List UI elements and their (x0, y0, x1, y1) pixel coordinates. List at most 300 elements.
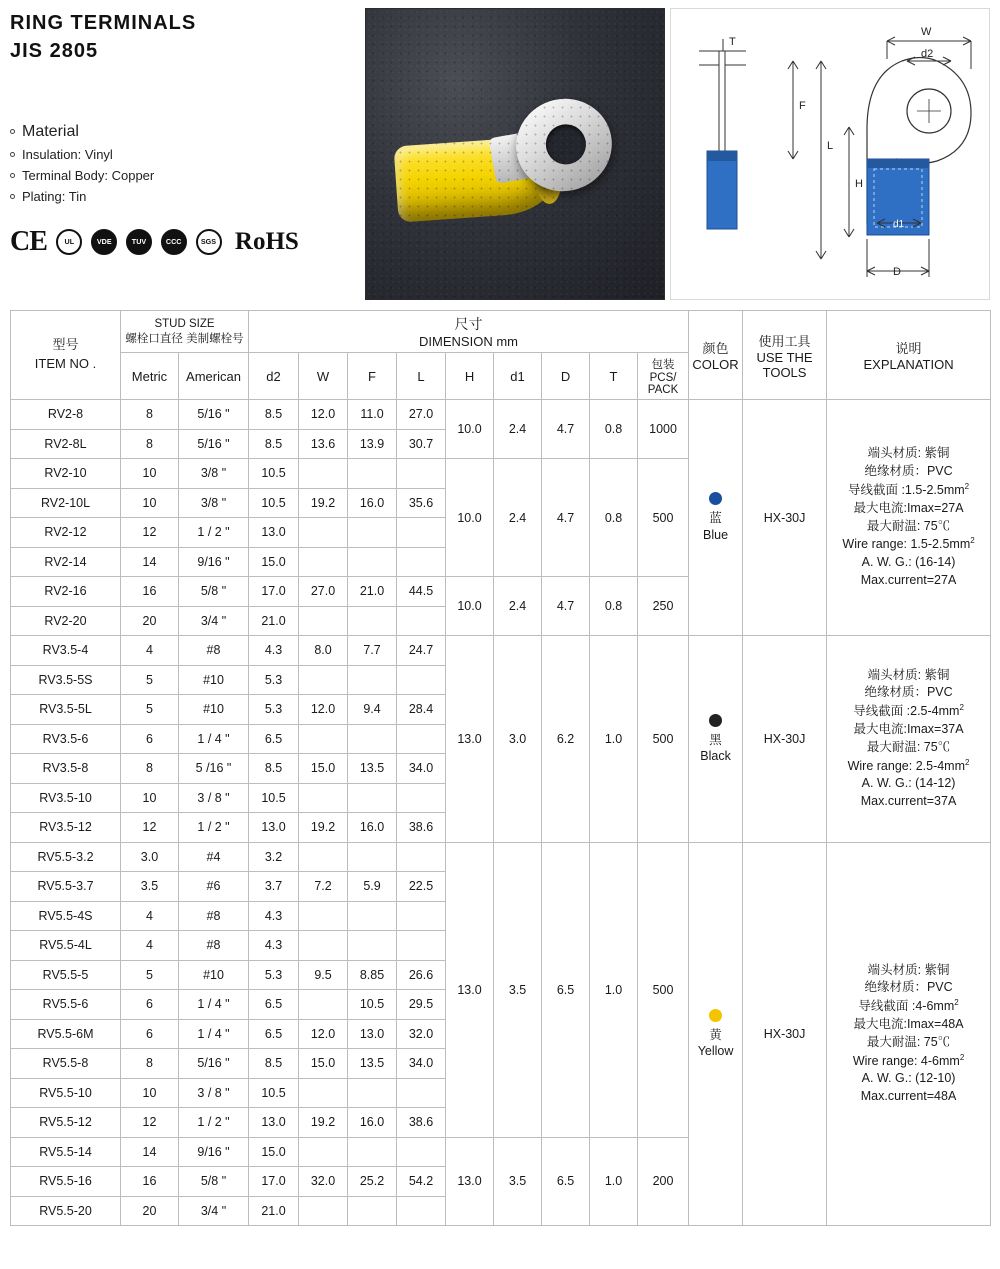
cell-d2: 10.5 (249, 1078, 299, 1108)
cell-d2: 6.5 (249, 724, 299, 754)
table-header-row-1 (11, 311, 991, 353)
cell-item-no: RV5.5-10 (11, 1078, 121, 1108)
cell-l: 32.0 (397, 1019, 446, 1049)
sgs-mark-label: SGS (201, 237, 217, 246)
cell-d2: 13.0 (249, 518, 299, 548)
cell-f: 16.0 (348, 1108, 397, 1138)
cell-american: 5/16 " (179, 429, 249, 459)
cell-w: 13.6 (299, 429, 348, 459)
material-heading: Material (22, 123, 79, 140)
cell-f (348, 842, 397, 872)
cell-d2: 15.0 (249, 1137, 299, 1167)
cell-metric: 4 (121, 636, 179, 666)
cell-metric: 12 (121, 518, 179, 548)
header-col-d2: d2 (249, 353, 299, 400)
cell-american: 3/8 " (179, 488, 249, 518)
cell-w (299, 842, 348, 872)
cell-color (689, 636, 743, 843)
cell-d2: 15.0 (249, 547, 299, 577)
cell-item-no: RV5.5-6M (11, 1019, 121, 1049)
cell-american: 1 / 4 " (179, 1019, 249, 1049)
explanation-line: A. W. G.: (12-10) (861, 1071, 956, 1086)
cell-f: 16.0 (348, 813, 397, 843)
cell-f: 5.9 (348, 872, 397, 902)
explanation-line: 绝缘材质：PVC (864, 685, 953, 700)
cell-item-no: RV5.5-14 (11, 1137, 121, 1167)
cell-w (299, 518, 348, 548)
cell-w: 32.0 (299, 1167, 348, 1197)
header-pack (638, 353, 689, 400)
cell-american: 5/8 " (179, 1167, 249, 1197)
cell-f (348, 518, 397, 548)
material-item (10, 189, 360, 204)
ccc-mark-label: CCC (166, 237, 182, 246)
explanation-line: 导线截面 $:2.5-4mm^2$ (853, 703, 964, 719)
cell-american: #8 (179, 931, 249, 961)
material-item-label: Terminal Body: Copper (22, 168, 155, 183)
ccc-mark-icon (161, 229, 187, 255)
cell-d1: 3.5 (494, 1137, 542, 1226)
explanation-line: 端头材质: 紫铜 (867, 446, 950, 461)
explanation-line: 最大电流:Imax=27A (853, 500, 964, 515)
cell-l (397, 724, 446, 754)
cell-american: #10 (179, 665, 249, 695)
cell-item-no: RV2-8L (11, 429, 121, 459)
table-row (11, 636, 991, 666)
cell-w (299, 931, 348, 961)
material-item-label: Insulation: Vinyl (22, 147, 113, 162)
label-W: W (921, 26, 932, 38)
sgs-mark-icon (196, 229, 222, 255)
cell-d2: 13.0 (249, 1108, 299, 1138)
cell-f: 9.4 (348, 695, 397, 725)
cell-f: 8.85 (348, 960, 397, 990)
cell-item-no: RV5.5-16 (11, 1167, 121, 1197)
cell-color (689, 842, 743, 1226)
vde-mark-icon (91, 229, 117, 255)
cell-metric: 20 (121, 1196, 179, 1226)
material-heading-row (10, 123, 360, 141)
header-tools-en1: USE THE (756, 349, 813, 365)
cell-l (397, 518, 446, 548)
cell-l (397, 606, 446, 636)
cell-metric: 10 (121, 1078, 179, 1108)
explanation-line: 绝缘材质：PVC (864, 464, 953, 479)
cell-f (348, 547, 397, 577)
explanation-line: 最大耐温: 75℃ (866, 1034, 951, 1049)
cell-d: 6.5 (542, 842, 590, 1137)
cell-w: 15.0 (299, 754, 348, 784)
cell-f (348, 1196, 397, 1226)
color-name-en: Yellow (697, 1043, 734, 1058)
cell-w (299, 1078, 348, 1108)
cell-d2: 10.5 (249, 488, 299, 518)
cell-f (348, 1078, 397, 1108)
cell-f (348, 606, 397, 636)
header-pack-en1: PCS/ (649, 372, 677, 384)
cell-f (348, 931, 397, 961)
cell-h: 13.0 (446, 636, 494, 843)
cell-item-no: RV5.5-3.7 (11, 872, 121, 902)
cell-pack: 250 (638, 577, 689, 636)
table-header (11, 311, 991, 400)
cell-h: 10.0 (446, 459, 494, 577)
cell-d2: 13.0 (249, 813, 299, 843)
rohs-label: RoHS (234, 228, 299, 255)
cell-f: 10.5 (348, 990, 397, 1020)
header-explanation-cn: 说明 (895, 341, 922, 356)
cell-item-no: RV2-12 (11, 518, 121, 548)
label-D: D (893, 266, 901, 278)
header-tools-en2: TOOLS (762, 364, 807, 380)
cell-metric: 5 (121, 960, 179, 990)
header-pack-en2: PACK (647, 384, 679, 396)
cell-h: 10.0 (446, 577, 494, 636)
cell-h: 13.0 (446, 842, 494, 1137)
cell-d2: 3.7 (249, 872, 299, 902)
bullet-icon (10, 173, 15, 178)
cell-f: 21.0 (348, 577, 397, 607)
terminal-ring (504, 86, 624, 203)
cell-american: #10 (179, 960, 249, 990)
cell-item-no: RV5.5-8 (11, 1049, 121, 1079)
cell-d2: 8.5 (249, 754, 299, 784)
cell-l: 38.6 (397, 1108, 446, 1138)
cell-metric: 12 (121, 813, 179, 843)
cell-l: 34.0 (397, 1049, 446, 1079)
cell-tool: HX-30J (743, 400, 827, 636)
cell-item-no: RV3.5-6 (11, 724, 121, 754)
cell-american: 3/8 " (179, 459, 249, 489)
cell-item-no: RV3.5-5L (11, 695, 121, 725)
cell-metric: 5 (121, 695, 179, 725)
cell-f: 13.9 (348, 429, 397, 459)
cell-item-no: RV2-8 (11, 400, 121, 430)
cell-metric: 8 (121, 429, 179, 459)
cell-american: #8 (179, 636, 249, 666)
cell-w: 9.5 (299, 960, 348, 990)
header-text-block (10, 8, 360, 310)
explanation-line: Wire range: $4-6mm^2$ (852, 1052, 965, 1068)
cell-l: 30.7 (397, 429, 446, 459)
header-dimension (249, 311, 689, 353)
cell-d2: 10.5 (249, 459, 299, 489)
header-metric: Metric (121, 353, 179, 400)
cell-d1: 2.4 (494, 577, 542, 636)
cell-w: 12.0 (299, 400, 348, 430)
color-name-en: Blue (703, 527, 729, 542)
cell-metric: 3.5 (121, 872, 179, 902)
explanation-line: Max.current=48A (860, 1089, 957, 1104)
cell-item-no: RV3.5-12 (11, 813, 121, 843)
header-col-f: F (348, 353, 397, 400)
color-name-en: Black (700, 748, 731, 763)
material-item (10, 147, 360, 162)
cell-d2: 6.5 (249, 1019, 299, 1049)
ring-terminal-image (396, 99, 646, 219)
cell-american: #4 (179, 842, 249, 872)
cell-w: 12.0 (299, 695, 348, 725)
bullet-icon (10, 194, 15, 199)
cell-metric: 8 (121, 1049, 179, 1079)
cell-d2: 8.5 (249, 400, 299, 430)
cell-l (397, 842, 446, 872)
cell-item-no: RV2-10L (11, 488, 121, 518)
cell-pack: 500 (638, 636, 689, 843)
header-item-no-en: ITEM NO . (34, 356, 97, 371)
cell-metric: 4 (121, 931, 179, 961)
cell-metric: 10 (121, 459, 179, 489)
cell-f: 13.0 (348, 1019, 397, 1049)
explanation-line: Wire range: $2.5-4mm^2$ (847, 757, 970, 773)
cell-item-no: RV5.5-12 (11, 1108, 121, 1138)
cell-item-no: RV5.5-3.2 (11, 842, 121, 872)
cell-metric: 12 (121, 1108, 179, 1138)
cell-w (299, 606, 348, 636)
cell-l (397, 547, 446, 577)
cell-american: #8 (179, 901, 249, 931)
cell-american: #6 (179, 872, 249, 902)
explanation-line: A. W. G.: (14-12) (861, 776, 956, 791)
cell-l: 34.0 (397, 754, 446, 784)
cell-american: 1 / 2 " (179, 518, 249, 548)
cell-d: 6.2 (542, 636, 590, 843)
cell-american: 1 / 2 " (179, 1108, 249, 1138)
header-col-d1: d1 (494, 353, 542, 400)
cell-w (299, 1196, 348, 1226)
cell-f (348, 901, 397, 931)
cell-item-no: RV3.5-4 (11, 636, 121, 666)
cell-d2: 21.0 (249, 1196, 299, 1226)
label-L: L (827, 140, 834, 152)
explanation-line: Max.current=37A (860, 794, 957, 809)
cell-l: 22.5 (397, 872, 446, 902)
bullet-icon (10, 129, 15, 134)
ul-mark-label: UL (64, 237, 74, 246)
cell-w: 19.2 (299, 813, 348, 843)
cell-american: 3/4 " (179, 606, 249, 636)
explanation-line: 导线截面 $:1.5-2.5mm^2$ (847, 481, 970, 497)
header-color-cn: 颜色 (702, 341, 729, 356)
label-H: H (855, 178, 863, 190)
terminal-insulation-body (393, 136, 558, 223)
header-item-no (11, 311, 121, 400)
explanation-line: 最大电流:Imax=37A (853, 722, 964, 736)
title-line-2: JIS 2805 (10, 40, 99, 62)
cell-american: 5 /16 " (179, 754, 249, 784)
header-color (689, 311, 743, 400)
cell-w: 15.0 (299, 1049, 348, 1079)
header-item-no-cn: 型号 (52, 337, 79, 353)
cell-metric: 5 (121, 665, 179, 695)
cell-metric: 10 (121, 488, 179, 518)
cell-w: 12.0 (299, 1019, 348, 1049)
cell-l: 54.2 (397, 1167, 446, 1197)
drawing-svg (671, 9, 989, 299)
cell-metric: 6 (121, 990, 179, 1020)
header-american: American (179, 353, 249, 400)
spec-table (10, 310, 991, 1226)
cell-metric: 16 (121, 577, 179, 607)
cell-t: 0.8 (590, 400, 638, 459)
cell-metric: 3.0 (121, 842, 179, 872)
certification-marks (10, 226, 360, 258)
cell-l (397, 459, 446, 489)
cell-metric: 6 (121, 724, 179, 754)
cell-d1: 2.4 (494, 459, 542, 577)
color-name-cn: 黄 (709, 1027, 722, 1042)
cell-american: 9/16 " (179, 547, 249, 577)
cell-item-no: RV2-10 (11, 459, 121, 489)
cell-l: 28.4 (397, 695, 446, 725)
header-col-t: T (590, 353, 638, 400)
cell-explanation (827, 842, 991, 1226)
cell-d1: 3.0 (494, 636, 542, 843)
header-dimension-cn: 尺寸 (454, 316, 483, 332)
cell-f: 25.2 (348, 1167, 397, 1197)
cell-d2: 8.5 (249, 429, 299, 459)
cell-l: 38.6 (397, 813, 446, 843)
cell-american: 9/16 " (179, 1137, 249, 1167)
cell-d: 6.5 (542, 1137, 590, 1226)
cell-d2: 6.5 (249, 990, 299, 1020)
cell-tool: HX-30J (743, 636, 827, 843)
cell-d2: 5.3 (249, 695, 299, 725)
header-section (0, 0, 1000, 310)
cell-f (348, 665, 397, 695)
cell-w (299, 724, 348, 754)
cell-w: 19.2 (299, 488, 348, 518)
cell-f: 13.5 (348, 1049, 397, 1079)
cell-w (299, 547, 348, 577)
cell-l: 35.6 (397, 488, 446, 518)
tuv-mark-label: TUV (131, 237, 147, 246)
cell-w (299, 990, 348, 1020)
cell-american: #10 (179, 695, 249, 725)
vde-mark-label: VDE (96, 237, 112, 246)
label-d2: d2 (921, 48, 934, 60)
explanation-line: 绝缘材质：PVC (864, 980, 953, 995)
cell-l (397, 1196, 446, 1226)
cell-l: 44.5 (397, 577, 446, 607)
header-stud-size (121, 311, 249, 353)
cell-d2: 8.5 (249, 1049, 299, 1079)
header-col-h: H (446, 353, 494, 400)
page-title (10, 12, 360, 63)
cell-metric: 8 (121, 400, 179, 430)
cell-d2: 5.3 (249, 960, 299, 990)
cell-w (299, 665, 348, 695)
header-col-d: D (542, 353, 590, 400)
explanation-line: 最大耐温: 75℃ (866, 739, 951, 754)
cell-item-no: RV5.5-20 (11, 1196, 121, 1226)
cell-pack: 500 (638, 842, 689, 1137)
color-name-cn: 蓝 (709, 511, 722, 526)
label-F: F (799, 100, 806, 112)
cell-d: 4.7 (542, 577, 590, 636)
cell-item-no: RV3.5-8 (11, 754, 121, 784)
ce-mark-icon: CE (10, 226, 47, 257)
title-line-1: RING TERMINALS (10, 12, 197, 34)
cell-d2: 4.3 (249, 901, 299, 931)
cell-t: 0.8 (590, 459, 638, 577)
explanation-line: Wire range: $1.5-2.5mm^2$ (842, 536, 975, 552)
cell-pack: 500 (638, 459, 689, 577)
cell-f: 7.7 (348, 636, 397, 666)
cell-d2: 17.0 (249, 1167, 299, 1197)
header-color-en: COLOR (692, 357, 739, 372)
cell-american: 1 / 4 " (179, 990, 249, 1020)
color-swatch-icon (709, 1009, 722, 1022)
color-swatch-icon (709, 714, 722, 727)
cell-item-no: RV2-16 (11, 577, 121, 607)
cell-metric: 8 (121, 754, 179, 784)
header-stud-size-en: STUD SIZE (154, 317, 215, 330)
cell-d2: 4.3 (249, 931, 299, 961)
cell-item-no: RV5.5-5 (11, 960, 121, 990)
cell-american: 3/4 " (179, 1196, 249, 1226)
cell-metric: 14 (121, 1137, 179, 1167)
cell-metric: 6 (121, 1019, 179, 1049)
cell-d1: 3.5 (494, 842, 542, 1137)
material-list (10, 123, 360, 204)
cell-metric: 4 (121, 901, 179, 931)
header-col-w: W (299, 353, 348, 400)
cell-metric: 14 (121, 547, 179, 577)
cell-d2: 5.3 (249, 665, 299, 695)
cell-item-no: RV2-20 (11, 606, 121, 636)
explanation-line: 端头材质: 紫铜 (867, 962, 950, 977)
cell-item-no: RV2-14 (11, 547, 121, 577)
table-row (11, 842, 991, 872)
cell-d2: 4.3 (249, 636, 299, 666)
cell-american: 3 / 8 " (179, 783, 249, 813)
header-explanation-en: EXPLANATION (863, 357, 954, 372)
header-tools-cn: 使用工具 (758, 333, 811, 349)
cell-l (397, 1078, 446, 1108)
product-photo (365, 8, 665, 300)
cell-l (397, 931, 446, 961)
cell-item-no: RV3.5-5S (11, 665, 121, 695)
material-item (10, 168, 360, 183)
cell-f: 16.0 (348, 488, 397, 518)
explanation-line: 端头材质: 紫铜 (867, 667, 950, 682)
tuv-mark-icon (126, 229, 152, 255)
cell-american: 3 / 8 " (179, 1078, 249, 1108)
explanation-line: Max.current=27A (860, 572, 957, 587)
label-T: T (729, 36, 736, 48)
cell-w: 8.0 (299, 636, 348, 666)
cell-t: 0.8 (590, 577, 638, 636)
cell-t: 1.0 (590, 636, 638, 843)
cell-item-no: RV5.5-4S (11, 901, 121, 931)
cell-american: 5/16 " (179, 400, 249, 430)
cell-item-no: RV3.5-10 (11, 783, 121, 813)
cell-d: 4.7 (542, 459, 590, 577)
header-pack-cn: 包装 (651, 359, 675, 371)
cell-w: 27.0 (299, 577, 348, 607)
cell-pack: 200 (638, 1137, 689, 1226)
cell-t: 1.0 (590, 842, 638, 1137)
header-explanation (827, 311, 991, 400)
header-tools (743, 311, 827, 400)
cell-item-no: RV5.5-6 (11, 990, 121, 1020)
table-body (11, 400, 991, 1226)
cell-l: 27.0 (397, 400, 446, 430)
cell-w: 7.2 (299, 872, 348, 902)
cell-d: 4.7 (542, 400, 590, 459)
bullet-icon (10, 152, 15, 157)
